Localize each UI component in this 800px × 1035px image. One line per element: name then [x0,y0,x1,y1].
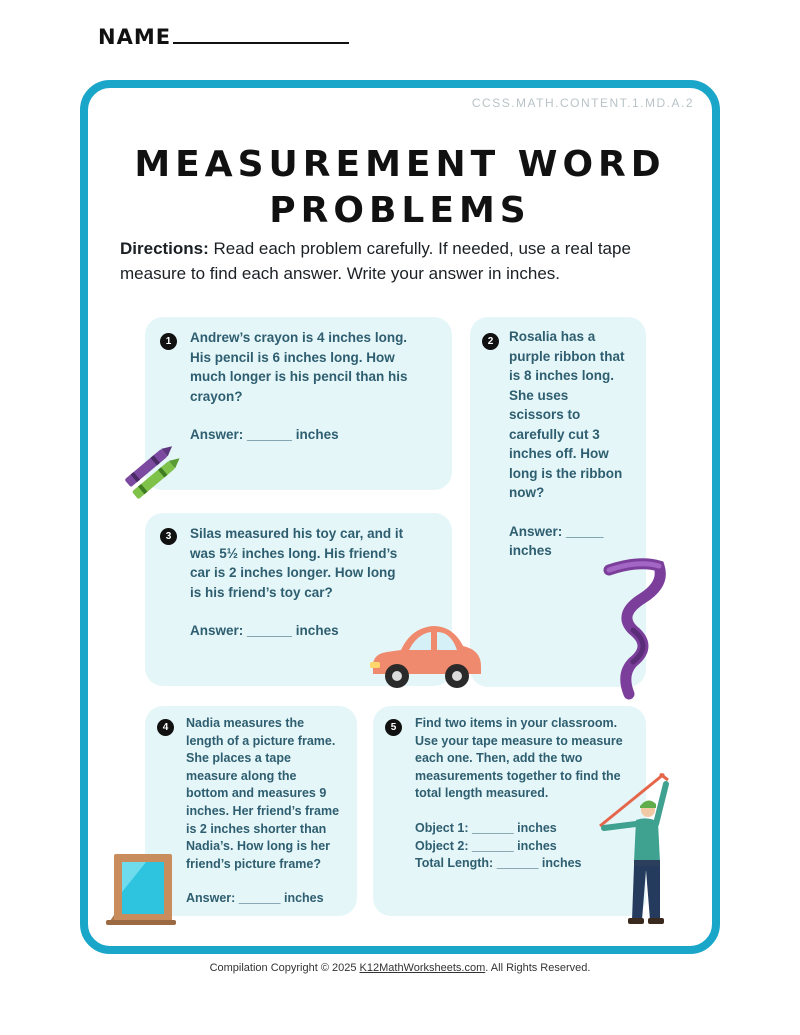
copyright-footer [0,962,800,974]
directions-label: Directions: [120,239,209,258]
problem-5-object-2-answer[interactable]: Object 2: ______ inches [415,838,557,853]
problem-4-line: measure along the [186,768,297,783]
problem-3-line: Silas measured his toy car, and it [190,526,404,541]
problem-2-line: now? [509,485,545,500]
problem-4-line: friend’s picture frame? [186,856,321,871]
problem-1-answer[interactable]: Answer: ______ inches [190,427,339,442]
footer-prefix: Compilation Copyright © 2025 [209,962,360,974]
problem-2-answer-unit: inches [509,543,552,558]
problem-1-line: Andrew’s crayon is 4 inches long. [190,330,408,345]
problem-4-line: She places a tape [186,751,291,766]
footer-link[interactable]: K12MathWorksheets.com [359,962,486,974]
problem-5-line: Find two items in your classroom. [415,716,618,730]
problem-5-number: 5 [385,719,402,736]
problem-5-line: each one. Then, add the two [415,751,583,766]
problem-1-line: much longer is his pencil than his [190,369,408,384]
problem-3-line: car is 2 inches longer. How long [190,565,396,580]
problem-2-line: She uses [509,387,569,403]
problem-1-text [190,328,445,445]
name-field[interactable] [98,24,349,49]
problem-5-line: measurements together to find the [415,768,621,783]
problem-2-line: long is the ribbon [509,465,623,481]
problem-2-line: Rosalia has a [509,329,596,344]
footer-suffix: . All Rights Reserved. [485,962,591,974]
person-measuring-icon [594,770,676,930]
worksheet-title [88,142,712,234]
problem-2-line: scissors to [509,407,581,422]
standard-code: CCSS.MATH.CONTENT.1.MD.A.2 [471,96,694,110]
problem-2-line: inches off. How [509,446,609,461]
problem-4-line: Nadia’s. How long is her [186,839,331,854]
crayons-icon [120,438,190,504]
name-blank-line[interactable] [173,24,349,44]
directions-text: Read each problem carefully. If needed, use a real tape measure to find each answer. Write your answer in inches. [120,239,631,283]
problem-2-text [509,327,644,561]
title-line-2: PROBLEMS [269,190,531,231]
title-line-1: MEASUREMENT WORD [134,144,666,185]
problem-5-object-1-answer[interactable]: Object 1: ______ inches [415,820,557,835]
car-icon [367,620,485,692]
directions [120,236,685,286]
problem-3-answer[interactable]: Answer: ______ inches [190,623,339,638]
problem-3-line: was 5½ inches long. His friend’s [190,545,398,561]
name-label: NAME [98,25,172,49]
problem-3-line: is his friend’s toy car? [190,584,333,600]
problem-4-line: bottom and measures 9 [186,786,327,801]
problem-3-number: 3 [160,528,177,545]
problem-4-line: inches. Her friend’s frame [186,803,340,818]
problem-2-number: 2 [482,333,499,350]
problem-2-answer[interactable]: Answer: _____ [509,523,604,539]
ribbon-icon [603,560,667,698]
problem-4-line: is 2 inches shorter than [186,821,327,836]
problem-4-line: Nadia measures the [186,716,305,730]
problem-1-number: 1 [160,333,177,350]
problem-4-text [186,715,356,908]
problem-1-line: crayon? [190,388,243,404]
problem-2-line: is 8 inches long. [509,368,615,383]
problem-2-line: carefully cut 3 [509,426,600,442]
problem-5-total-answer[interactable]: Total Length: ______ inches [415,856,582,871]
problem-4-answer[interactable]: Answer: ______ inches [186,891,324,906]
problem-1-line: His pencil is 6 inches long. How [190,349,395,365]
problem-2-line: purple ribbon that [509,348,625,364]
problem-4-line: length of a picture frame. [186,733,336,748]
problem-5-line: total length measured. [415,786,549,801]
problem-4-number: 4 [157,719,174,736]
problem-5-line: Use your tape measure to measure [415,733,623,748]
picture-frame-icon [102,852,180,928]
